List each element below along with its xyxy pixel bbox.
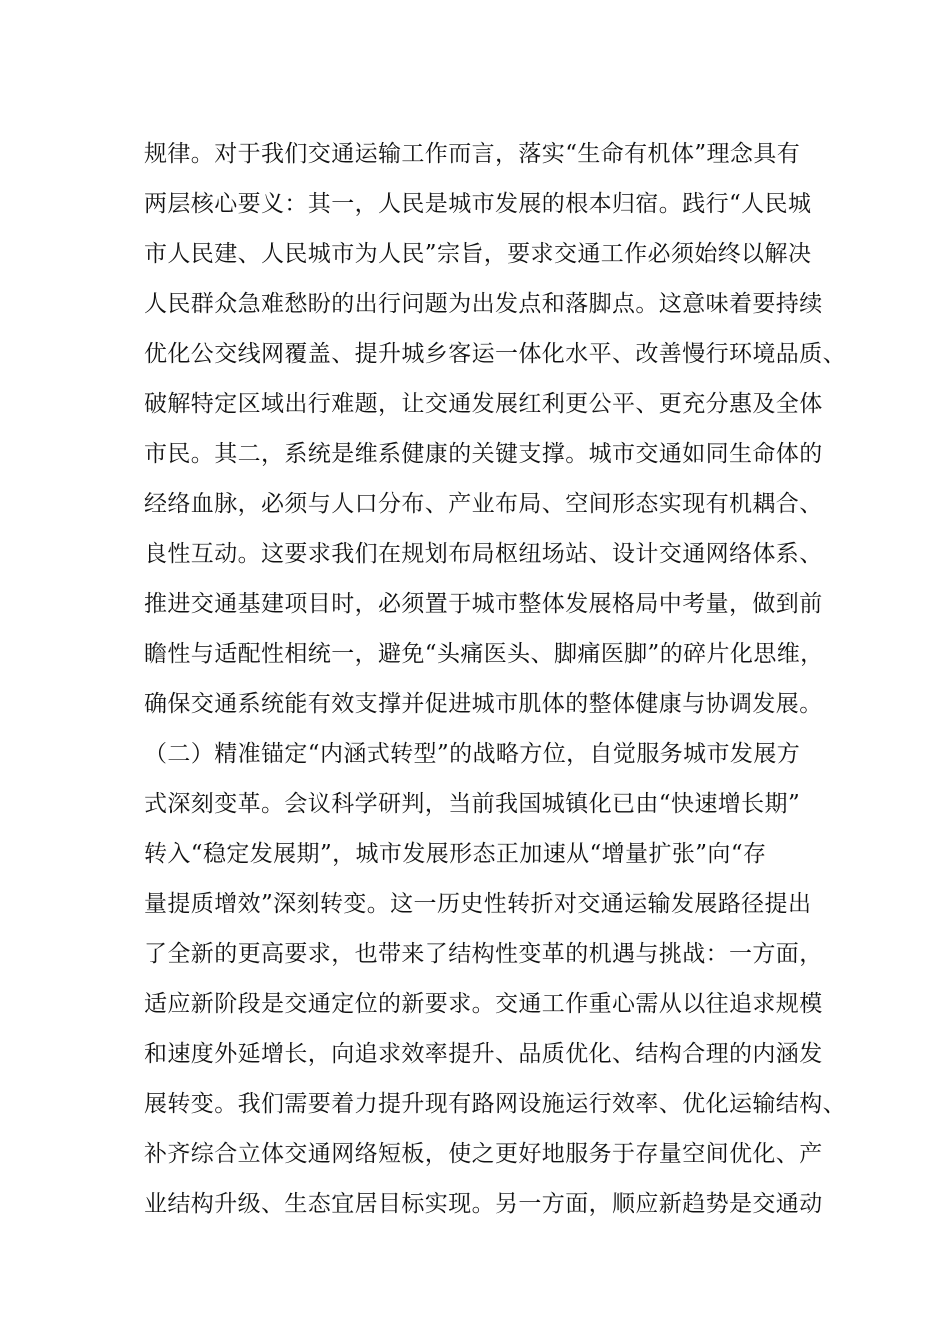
text-line: 两层核心要义：其一，人民是城市发展的根本归宿。践行“人民城 — [144, 191, 812, 217]
text-line: 规律。对于我们交通运输工作而言，落实“生命有机体”理念具有 — [144, 141, 801, 167]
text-line: 转入“稳定发展期”，城市发展形态正加速从“增量扩张”向“存 — [144, 841, 767, 867]
text-line: 优化公交线网覆盖、提升城乡客运一体化水平、改善慢行环境品质、 — [144, 341, 846, 367]
section-heading-line: （二）精准锚定“内涵式转型”的战略方位，自觉服务城市发展方 — [144, 741, 801, 767]
text-line: 推进交通基建项目时，必须置于城市整体发展格局中考量，做到前 — [144, 591, 823, 617]
text-line: 量提质增效”深刻转变。这一历史性转折对交通运输发展路径提出 — [144, 891, 812, 917]
text-line: 了全新的更高要求，也带来了结构性变革的机遇与挑战：一方面， — [144, 941, 823, 967]
text-line: 良性互动。这要求我们在规划布局枢纽场站、设计交通网络体系、 — [144, 541, 823, 567]
text-line: 市民。其二，系统是维系健康的关键支撑。城市交通如同生命体的 — [144, 441, 823, 467]
text-line: 破解特定区域出行难题，让交通发展红利更公平、更充分惠及全体 — [144, 391, 823, 417]
text-line: 人民群众急难愁盼的出行问题为出发点和落脚点。这意味着要持续 — [144, 291, 823, 317]
text-line: 适应新阶段是交通定位的新要求。交通工作重心需从以往追求规模 — [144, 991, 823, 1017]
text-line: 展转变。我们需要着力提升现有路网设施运行效率、优化运输结构、 — [144, 1091, 846, 1117]
text-line: 补齐综合立体交通网络短板，使之更好地服务于存量空间优化、产 — [144, 1141, 823, 1167]
text-line: 式深刻变革。会议科学研判，当前我国城镇化已由“快速增长期” — [144, 791, 801, 817]
text-line: 确保交通系统能有效支撑并促进城市肌体的整体健康与协调发展。 — [144, 691, 823, 717]
text-line: 和速度外延增长，向追求效率提升、品质优化、结构合理的内涵发 — [144, 1041, 823, 1067]
text-line: 瞻性与适配性相统一，避免“头痛医头、脚痛医脚”的碎片化思维， — [144, 641, 824, 667]
text-line: 经络血脉，必须与人口分布、产业布局、空间形态实现有机耦合、 — [144, 491, 823, 517]
text-line: 业结构升级、生态宜居目标实现。另一方面，顺应新趋势是交通动 — [144, 1191, 823, 1217]
text-line: 市人民建、人民城市为人民”宗旨，要求交通工作必须始终以解决 — [144, 241, 812, 267]
